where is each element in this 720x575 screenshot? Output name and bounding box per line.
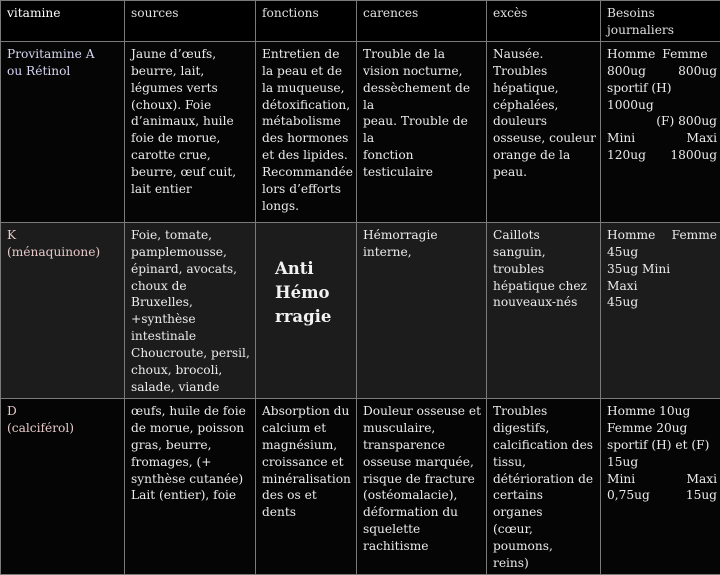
- cell-text: Mini: [607, 471, 635, 488]
- cell-text: 15ug: [686, 487, 717, 504]
- cell-line: 35ug Mini: [607, 261, 717, 278]
- cell-exces: [487, 41, 601, 222]
- cell-line: Homme 10ug: [607, 403, 717, 420]
- cell-line: (ostéomalacie),: [363, 487, 482, 504]
- row-vitamine-d: [1, 398, 720, 574]
- cell-line: choux, brocoli,: [131, 362, 251, 379]
- cell-text: 0,75ug: [607, 487, 650, 504]
- cell-line: sportif (H) et (F): [607, 437, 717, 454]
- cell-line: 45ug: [607, 294, 717, 311]
- header-fonctions: fonctions: [256, 1, 357, 42]
- cell-line: certains organes: [493, 487, 596, 521]
- cell-line: longs.: [262, 198, 352, 215]
- cell-line: Maxi: [607, 278, 717, 295]
- cell-line: Hémo: [275, 281, 352, 305]
- cell-line: musculaire,: [363, 420, 482, 437]
- cell-line: tissu,: [493, 454, 596, 471]
- cell-line: calcification des: [493, 437, 596, 454]
- cell-line: osseuse marquée,: [363, 454, 482, 471]
- cell-line: vision nocturne,: [363, 63, 482, 80]
- cell-fonctions: [256, 41, 357, 222]
- cell-line: Jaune d’œufs,: [131, 46, 251, 63]
- cell-text: 800ug: [678, 63, 717, 80]
- header-sources: sources: [125, 1, 256, 42]
- cell-sources: [125, 398, 256, 574]
- cell-text: 800ug: [607, 63, 646, 80]
- cell-line: transparence: [363, 437, 482, 454]
- cell-line: salade, viande: [131, 379, 251, 396]
- header-vitamine: vitamine: [1, 1, 125, 42]
- cell-line: ou Rétinol: [7, 63, 120, 80]
- cell-text: 120ug: [607, 147, 646, 164]
- cell-line: rachitisme: [363, 538, 482, 555]
- cell-line: rragie: [275, 305, 352, 329]
- cell-text: Homme: [607, 46, 655, 63]
- cell-line: (F) 800ug: [607, 113, 717, 130]
- cell-line: Caillots sanguin,: [493, 227, 596, 261]
- cell-line: Recommandée: [262, 164, 352, 181]
- cell-vitamine: [1, 398, 125, 574]
- cell-line: digestifs,: [493, 420, 596, 437]
- cell-line: légumes verts: [131, 80, 251, 97]
- cell-line: carotte crue,: [131, 147, 251, 164]
- cell-line: des os et dents: [262, 487, 352, 521]
- cell-line: Trouble de la: [363, 46, 482, 63]
- cell-line: squelette: [363, 521, 482, 538]
- cell-line: interne,: [363, 244, 482, 261]
- cell-besoins: [601, 398, 720, 574]
- cell-line: Nausée.: [493, 46, 596, 63]
- cell-line: Douleur osseuse et: [363, 403, 482, 420]
- cell-exces: [487, 398, 601, 574]
- cell-line: Provitamine A: [7, 46, 120, 63]
- row-vitamine-a: [1, 41, 720, 222]
- cell-text: Homme: [607, 227, 655, 244]
- cell-text: Mini: [607, 130, 635, 147]
- cell-line: 45ug: [607, 244, 717, 261]
- cell-line: Entretien de: [262, 46, 352, 63]
- cell-line: (cœur, poumons,: [493, 521, 596, 555]
- cell-line: intestinale: [131, 328, 251, 345]
- cell-line: Troubles: [493, 63, 596, 80]
- cell-line: 15ug: [607, 454, 717, 471]
- cell-line: troubles: [493, 261, 596, 278]
- cell-line: croissance et: [262, 454, 352, 471]
- cell-exces: [487, 222, 601, 398]
- cell-line: œufs, huile de foie: [131, 403, 251, 420]
- cell-line: +synthèse: [131, 311, 251, 328]
- cell-fonctions: [256, 398, 357, 574]
- cell-line: [607, 487, 717, 504]
- cell-line: [607, 46, 717, 63]
- cell-carences: [357, 398, 487, 574]
- cell-line: sportif (H) 1000ug: [607, 80, 717, 114]
- cell-line: magnésium,: [262, 437, 352, 454]
- cell-line: des hormones: [262, 130, 352, 147]
- cell-line: Absorption du: [262, 403, 352, 420]
- cell-line: céphalées,: [493, 97, 596, 114]
- cell-line: [607, 130, 717, 147]
- cell-text: Femme: [662, 46, 707, 63]
- cell-line: synthèse cutanée): [131, 471, 251, 488]
- cell-line: [607, 147, 717, 164]
- cell-text: 1800ug: [670, 147, 717, 164]
- cell-sources: [125, 41, 256, 222]
- cell-line: épinard, avocats,: [131, 261, 251, 278]
- cell-line: (calciférol): [7, 420, 120, 437]
- cell-line: reins): [493, 555, 596, 572]
- cell-sources: [125, 222, 256, 398]
- cell-text: Maxi: [686, 471, 717, 488]
- cell-line: orange de la: [493, 147, 596, 164]
- cell-line: détoxification,: [262, 97, 352, 114]
- cell-vitamine: [1, 41, 125, 222]
- cell-line: beurre, œuf cuit,: [131, 164, 251, 181]
- cell-line: fromages, (+: [131, 454, 251, 471]
- cell-text: Maxi: [686, 130, 717, 147]
- cell-line: Foie, tomate,: [131, 227, 251, 244]
- cell-carences: [357, 222, 487, 398]
- cell-line: métabolisme: [262, 113, 352, 130]
- cell-line: (choux). Foie: [131, 97, 251, 114]
- cell-line: risque de fracture: [363, 471, 482, 488]
- big-label: [275, 257, 352, 329]
- cell-line: déformation du: [363, 504, 482, 521]
- cell-line: Troubles: [493, 403, 596, 420]
- cell-line: testiculaire: [363, 164, 482, 181]
- cell-line: détérioration de: [493, 471, 596, 488]
- cell-line: la peau et de: [262, 63, 352, 80]
- cell-line: osseuse, couleur: [493, 130, 596, 147]
- cell-besoins: [601, 41, 720, 222]
- cell-line: D: [7, 403, 120, 420]
- cell-line: pamplemousse,: [131, 244, 251, 261]
- row-vitamine-k: [1, 222, 720, 398]
- cell-besoins: [601, 222, 720, 398]
- cell-line: [607, 63, 717, 80]
- cell-line: lait entier: [131, 181, 251, 198]
- cell-line: minéralisation: [262, 471, 352, 488]
- cell-line: hépatique chez: [493, 278, 596, 295]
- cell-line: gras, beurre,: [131, 437, 251, 454]
- header-carences: carences: [357, 1, 487, 42]
- cell-line: K: [7, 227, 120, 244]
- cell-line: fonction: [363, 147, 482, 164]
- cell-line: Lait (entier), foie: [131, 487, 251, 504]
- cell-line: d’animaux, huile: [131, 113, 251, 130]
- cell-line: Choucroute, persil,: [131, 345, 251, 362]
- cell-text: Femme: [672, 227, 717, 244]
- cell-carences: [357, 41, 487, 222]
- cell-line: peau. Trouble de la: [363, 113, 482, 147]
- cell-line: Femme 20ug: [607, 420, 717, 437]
- cell-vitamine: [1, 222, 125, 398]
- cell-fonctions: [256, 222, 357, 398]
- cell-line: dessèchement de la: [363, 80, 482, 114]
- cell-line: choux de Bruxelles,: [131, 278, 251, 312]
- cell-line: la muqueuse,: [262, 80, 352, 97]
- cell-line: [607, 227, 717, 244]
- cell-line: calcium et: [262, 420, 352, 437]
- cell-line: lors d’efforts: [262, 181, 352, 198]
- cell-line: Anti: [275, 257, 352, 281]
- cell-line: et des lipides.: [262, 147, 352, 164]
- header-row: [1, 1, 720, 42]
- cell-line: hépatique,: [493, 80, 596, 97]
- cell-line: foie de morue,: [131, 130, 251, 147]
- header-exces: excès: [487, 1, 601, 42]
- cell-line: de morue, poisson: [131, 420, 251, 437]
- cell-line: beurre, lait,: [131, 63, 251, 80]
- cell-line: Hémorragie: [363, 227, 482, 244]
- cell-line: [607, 471, 717, 488]
- header-besoins: Besoins journaliers: [601, 1, 720, 42]
- cell-line: douleurs: [493, 113, 596, 130]
- cell-line: (ménaquinone): [7, 244, 120, 261]
- cell-line: nouveaux-nés: [493, 294, 596, 311]
- cell-line: peau.: [493, 164, 596, 181]
